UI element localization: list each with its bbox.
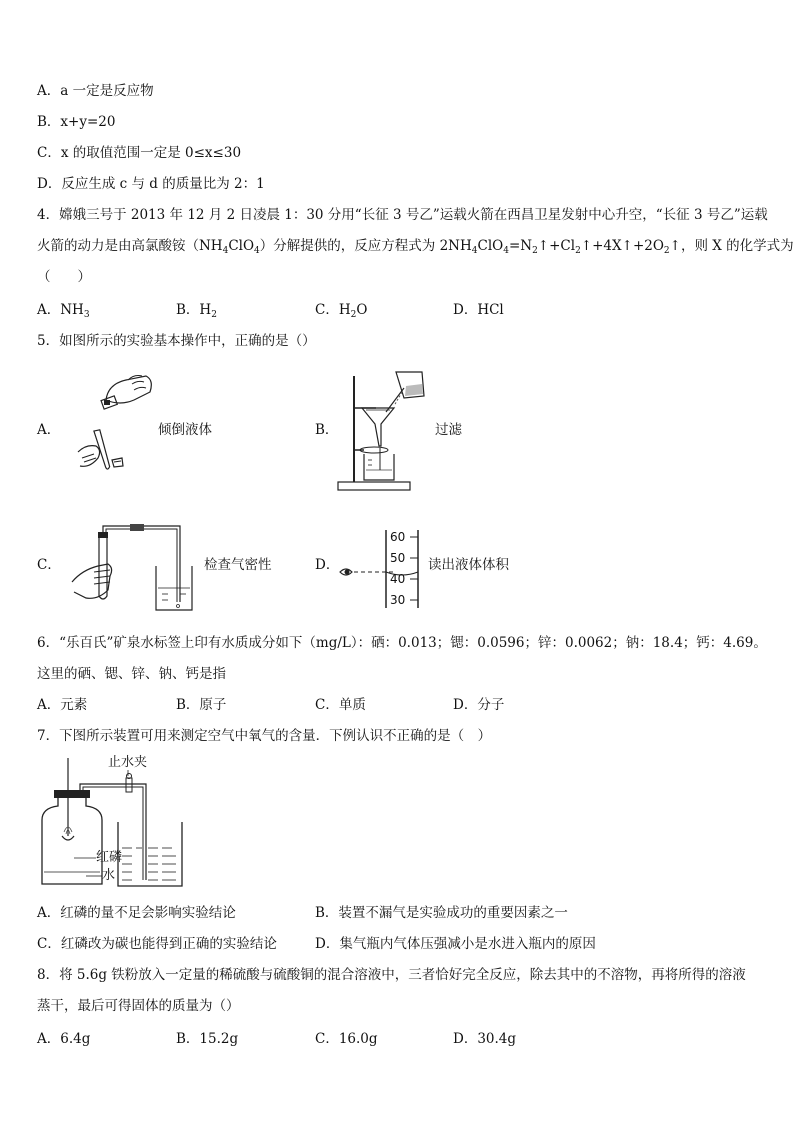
q5-d-letter: D． <box>315 557 340 573</box>
q5-a-label: 倾倒液体 <box>158 422 212 438</box>
q5-stem: 5．如图所示的实验基本操作中，正确的是（） <box>37 333 316 349</box>
q3-option-a: A．a 一定是反应物 <box>37 83 154 99</box>
pouring-liquid-illustration <box>68 370 158 475</box>
q3-option-d: D．反应生成 c 与 d 的质量比为 2：1 <box>37 176 265 192</box>
read-volume-illustration <box>338 528 428 610</box>
oxygen-measurement-apparatus <box>36 756 196 894</box>
q8-option-b: B．15.2g <box>176 1031 239 1047</box>
q3-option-b: B．x+y=20 <box>37 114 116 130</box>
q4-stem-line1: 4．嫦娥三号于 2013 年 12 月 2 日凌晨 1：30 分用“长征 3 号乙”运载火箭在西昌卫星发射中心升空，“长征 3 号乙”运载 <box>37 207 768 223</box>
filtration-illustration <box>334 368 430 494</box>
q7-stem: 7．下图所示装置可用来测定空气中氧气的含量．下例认识不正确的是（ ） <box>37 728 492 744</box>
q5-d-label: 读出液体体积 <box>428 557 509 573</box>
q4-option-d: D．HCl <box>453 302 504 318</box>
cylinder-tick-60: 60 <box>390 530 406 544</box>
q4-option-b: B．$H_2$ <box>176 302 217 320</box>
q5-b-label: 过滤 <box>435 422 462 438</box>
q6-stem-line2: 这里的硒、锶、锌、钠、钙是指 <box>37 666 226 682</box>
q7-option-b: B．装置不漏气是实验成功的重要因素之一 <box>315 905 568 921</box>
q8-option-a: A．6.4g <box>37 1031 91 1047</box>
q4-stem-line3: （ ） <box>37 269 91 285</box>
q5-c-letter: C． <box>37 557 61 573</box>
water-label: 水 <box>102 868 116 883</box>
q4-option-c: C．$H_2O$ <box>315 302 368 320</box>
cylinder-tick-30: 30 <box>390 593 406 607</box>
q4-option-a: A．$NH_3$ <box>37 302 90 320</box>
q8-option-d: D．30.4g <box>453 1031 517 1047</box>
q7-option-c: C．红磷改为碳也能得到正确的实验结论 <box>37 936 277 952</box>
q6-option-a: A．元素 <box>37 697 88 713</box>
q8-option-c: C．16.0g <box>315 1031 378 1047</box>
q5-a-letter: A． <box>37 422 61 438</box>
red-phosphorus-label: 红磷 <box>96 850 123 865</box>
q8-stem-line2: 蒸干，最后可得固体的质量为（） <box>37 998 240 1014</box>
q4-stem-line2: 火箭的动力是由高氯酸铵$(NH_4ClO_4)$分解提供的，反应方程式为 $2NH_4ClO_4=N_2↑+Cl_2↑+4X↑+2O_2↑$，则 X 的化学式为 <box>37 238 794 256</box>
apparatus-drawing <box>36 756 196 894</box>
q7-option-d: D．集气瓶内气体压强减小是水进入瓶内的原因 <box>315 936 596 952</box>
q6-option-b: B．原子 <box>176 697 227 713</box>
air-tightness-check-illustration <box>68 520 198 615</box>
q6-option-c: C．单质 <box>315 697 366 713</box>
clamp-label: 止水夹 <box>108 755 148 770</box>
cylinder-tick-50: 50 <box>390 551 406 565</box>
q6-option-d: D．分子 <box>453 697 505 713</box>
q7-option-a: A．红磷的量不足会影响实验结论 <box>37 905 236 921</box>
q6-stem-line1: 6．“乐百氏”矿泉水标签上印有水质成分如下（mg/L）：硒：0.013；锶：0.0596；锌：0.0062；钠：18.4；钙：4.69。 <box>37 635 767 651</box>
cylinder-tick-40: 40 <box>390 572 406 586</box>
q5-c-label: 检查气密性 <box>204 557 272 573</box>
q5-b-letter: B． <box>315 422 339 438</box>
q8-stem-line1: 8．将 5.6g 铁粉放入一定量的稀硫酸与硫酸铜的混合溶液中，三者恰好完全反应，除去其中的不溶物，再将所得的溶液 <box>37 967 746 983</box>
q3-option-c: C．x 的取值范围一定是 0≤x≤30 <box>37 145 242 161</box>
